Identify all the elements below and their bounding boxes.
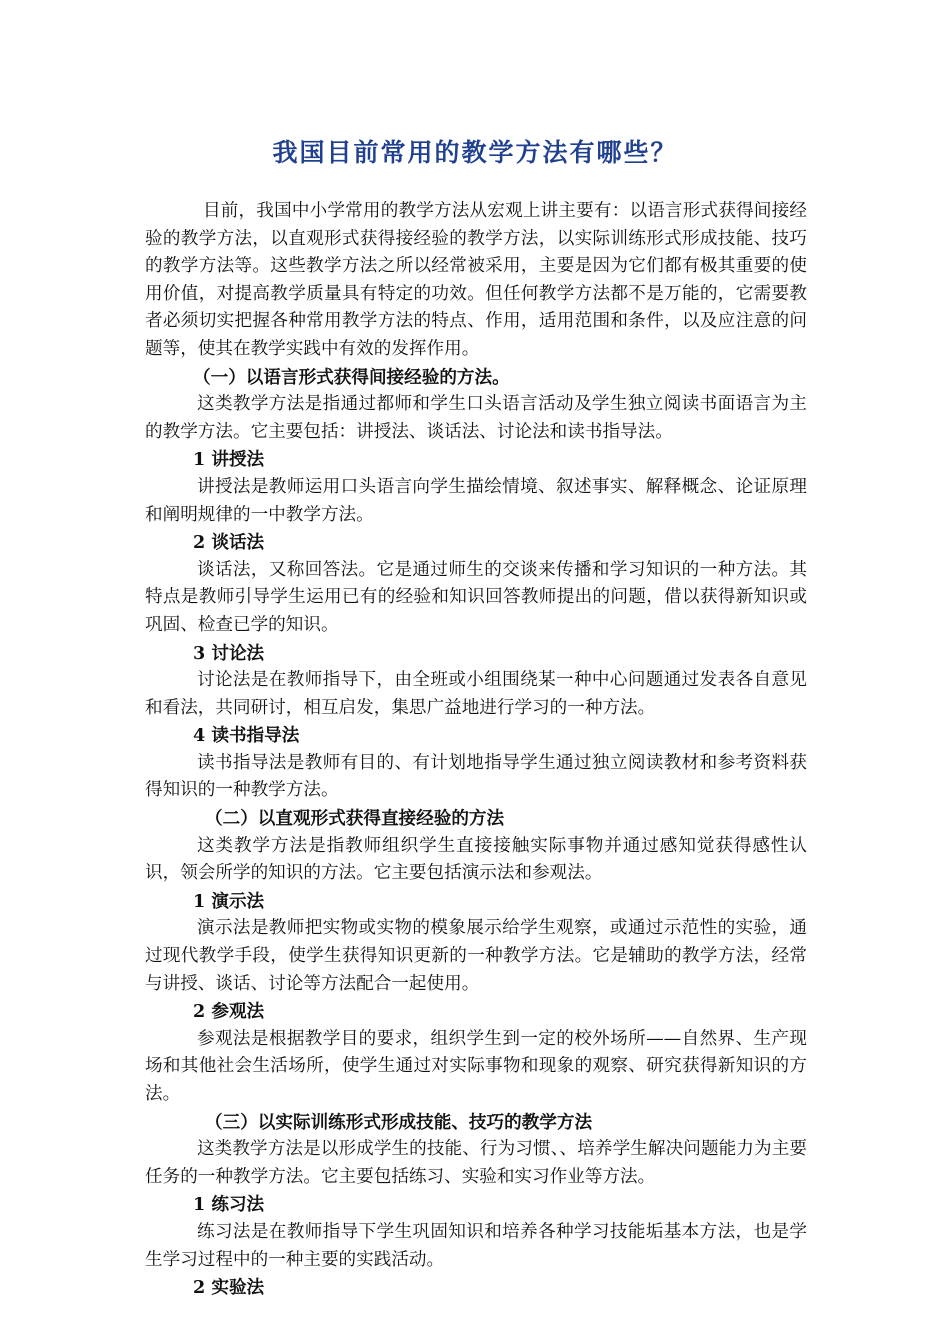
section-2-desc: 这类教学方法是指教师组织学生直接接触实际事物并通过感知觉获得感性认识，领会所学的知识的方法。它主要包括演示法和参观法。 [145,835,807,884]
section-3-desc: 这类教学方法是以形成学生的技能、行为习惯、、培养学生解决问题能力为主要任务的一种教学方法。它主要包括练习、实验和实习作业等方法。 [145,1139,807,1187]
method-conversation-heading: 2 谈话法 [193,532,265,554]
section-1-heading: （一）以语言形式获得间接经验的方法。 [193,366,510,388]
method-discussion-heading: 3 讨论法 [193,642,265,664]
method-practice-text: 练习法是在教师指导下学生巩固知识和培养各种学习技能垢基本方法，也是学生学习过程中的一种主要的实践活动。 [145,1221,807,1270]
section-2-heading: （二）以直观形式获得直接经验的方法 [205,808,505,830]
intro-paragraph: 目前，我国中小学常用的教学方法从宏观上讲主要有：以语言形式获得间接经验的教学方法，以直观形式获得接经验的教学方法，以实际训练形式形成技能、技巧的教学方法等。这些教学方法之所以经常被采用，主要是因为它们都有极其重要的使用价值，对提高教学质量具有特定的功效。但任何教学方法都不是万能的，它需要教者必须切实把握各种常用教学方法的特点、作用，适用范围和条件，以及应注意的问题等，使其在教学实践中有效的发挥作用。 [145,201,807,359]
method-lecture-text: 讲授法是教师运用口头语言向学生描绘情境、叙述事实、解释概念、论证原理和阐明规律的一中教学方法。 [145,476,807,525]
document-title: 我国目前常用的教学方法有哪些？ [272,138,678,167]
method-conversation-text: 谈话法，又称回答法。它是通过师生的交谈来传播和学习知识的一种方法。其特点是教师引导学生运用已有的经验和知识回答教师提出的问题，借以获得新知识或巩固、检查已学的知识。 [145,559,807,635]
method-visit-heading: 2 参观法 [193,1001,265,1023]
method-discussion-text: 讨论法是在教师指导下，由全班或小组围绕某一种中心问题通过发表各自意见和看法，共同研讨，相互启发，集思广益地进行学习的一种方法。 [145,670,807,718]
method-demonstration-heading: 1 演示法 [193,890,265,912]
section-1-desc: 这类教学方法是指通过都师和学生口头语言活动及学生独立阅读书面语言为主的教学方法。它主要包括：讲授法、谈话法、讨论法和读书指导法。 [145,394,807,442]
method-reading-heading: 4 读书指导法 [193,725,300,747]
method-visit-text: 参观法是根据教学目的要求，组织学生到一定的校外场所——自然界、生产现场和其他社会生活场所，使学生通过对实际事物和现象的观察、研究获得新知识的方法。 [145,1028,807,1104]
method-demonstration-text: 演示法是教师把实物或实物的模象展示给学生观察，或通过示范性的实验，通过现代教学手段，使学生获得知识更新的一种教学方法。它是辅助的教学方法，经常与讲授、谈话、讨论等方法配合一起使用。 [145,918,807,994]
section-3-heading: （三）以实际训练形式形成技能、技巧的教学方法 [205,1111,593,1133]
method-lecture-heading: 1 讲授法 [193,449,265,471]
method-practice-heading: 1 练习法 [193,1194,265,1216]
method-reading-text: 读书指导法是教师有目的、有计划地指导学生通过独立阅读教材和参考资料获得知识的一种教学方法。 [145,752,807,801]
document-body [145,198,807,1302]
method-experiment-heading: 2 实验法 [193,1277,265,1299]
